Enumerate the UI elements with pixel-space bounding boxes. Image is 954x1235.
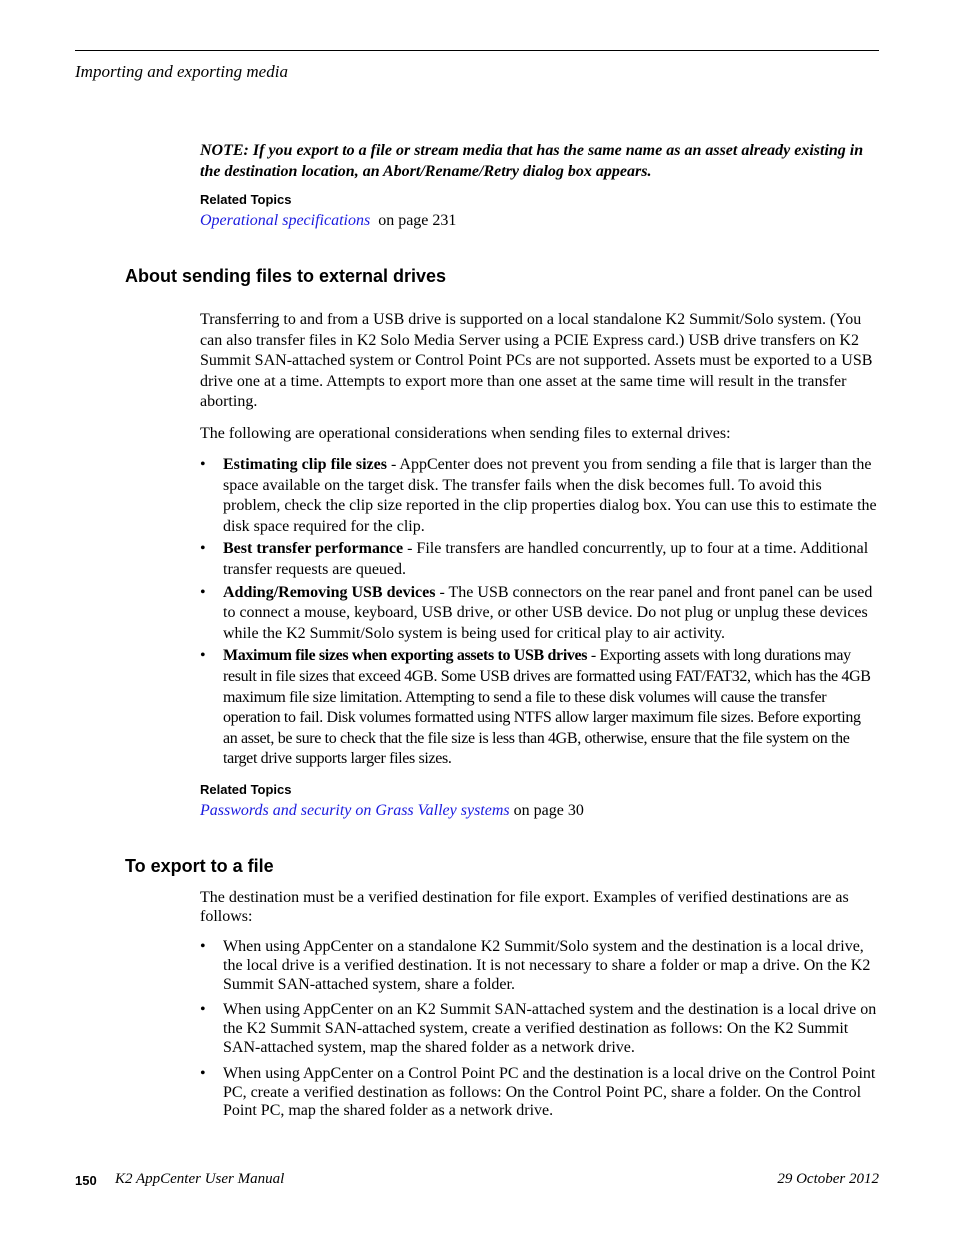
section-heading-external-drives: About sending files to external drives (125, 266, 447, 286)
page-number: 150 (75, 1173, 97, 1188)
export-intro: The destination must be a verified destination for file export. Examples of verified destinations are as follows: (200, 889, 849, 925)
page-reference: on page 231 (378, 212, 457, 229)
header-rule (75, 50, 879, 51)
publication-date: 29 October 2012 (777, 1171, 879, 1187)
bullet: • (200, 1001, 206, 1019)
manual-title: K2 AppCenter User Manual (115, 1171, 285, 1187)
list-item-lead: Best transfer performance (223, 540, 404, 558)
list-item (200, 539, 878, 580)
external-drives-lead-in: The following are operational considerations when sending files to external drives: (200, 425, 731, 442)
list-item-lead: Maximum file sizes when exporting assets to USB drives (223, 647, 588, 665)
bullet: • (200, 1064, 206, 1082)
bullet: • (200, 583, 206, 601)
passwords-security-link[interactable]: Passwords and security on Grass Valley systems (200, 802, 510, 819)
list-item-text: - The USB connectors on the rear panel and front panel can be used to connect a mouse, keyboard, USB drive, or other USB device. Do not plug or unplug these devices while the K2 Summit/Solo system is being used for critical play to air activity. (223, 583, 873, 642)
list-item-lead: Estimating clip file sizes (223, 456, 387, 473)
list-item (200, 583, 878, 645)
related-topic-line (200, 802, 584, 820)
list-item-text: When using AppCenter on a Control Point PC and the destination is a local drive on the Control Point PC, create a verified destination as follows: On the Control Point PC, share a folder. On the Control Point PC, map the shared folder as a network drive. (223, 1064, 876, 1120)
bullet: • (200, 456, 206, 473)
related-topics-heading: Related Topics (200, 192, 292, 207)
running-header: Importing and exporting media (75, 62, 288, 81)
related-topics-heading: Related Topics (200, 782, 292, 797)
operational-specifications-link[interactable]: Operational specifications (200, 212, 371, 229)
section-heading-export-file: To export to a file (125, 856, 274, 876)
list-item (200, 1001, 878, 1057)
page-reference: on page 30 (509, 802, 584, 819)
list-item-lead: Adding/Removing USB devices (223, 583, 436, 601)
bullet: • (200, 938, 206, 955)
note-paragraph: NOTE: If you export to a file or stream media that has the same name as an asset already existing in the destination location, an Abort/Rename/Retry dialog box appears. (200, 142, 864, 180)
list-item (200, 938, 878, 994)
list-item (200, 646, 878, 770)
bullet: • (200, 647, 206, 665)
list-item-text: - File transfers are handled concurrently, up to four at a time. Additional transfer requests are queued. (223, 540, 869, 578)
external-drives-intro: Transferring to and from a USB drive is supported on a local standalone K2 Summit/Solo system. (You can also transfer files in K2 Solo Media Server using a PCIE Express card.) USB drive transfers on K2 Summit SAN-attached system or Control Point PCs are not supported. Assets must be exported to a USB drive one at a time. Attempts to export more than one asset at the same time will result in the transfer aborting. (200, 311, 873, 411)
list-item-text: - Exporting assets with long durations may result in file sizes that exceed 4GB. Some USB drives are formatted using FAT/FAT32, which has the 4GB maximum file size limitation. Attempting to send a file to these disk volumes will cause the transfer operation to fail. Disk volumes formatted using NTFS allow larger maximum file sizes. Before exporting an asset, be sure to check that the file size is less than 4GB, otherwise, ensure that the file system on the target drive supports larger files sizes. (223, 647, 871, 768)
bullet: • (200, 540, 206, 558)
list-item-text: - AppCenter does not prevent you from sending a file that is larger than the space available on the target disk. The transfer fails when the disk becomes full. To avoid this problem, check the clip size reported in the clip properties dialog box. You can use this to estimate the disk space required for the clip. (223, 456, 877, 535)
list-item (200, 455, 878, 537)
list-item (200, 1065, 878, 1121)
list-item-text: When using AppCenter on an K2 Summit SAN-attached system and the destination is a local drive on the K2 Summit SAN-attached system, create a verified destination as follows: On the K2 Summit SAN-attached system, map the shared folder as a network drive. (223, 1001, 877, 1056)
related-topic-line (200, 212, 456, 230)
list-item-text: When using AppCenter on a standalone K2 Summit/Solo system and the destination is a local drive, the local drive is a verified destination. It is not necessary to share a folder or map a drive. On the K2 Summit SAN-attached system, share a folder. (223, 938, 871, 993)
considerations-list (200, 455, 878, 772)
verified-destinations-list (200, 938, 878, 1128)
